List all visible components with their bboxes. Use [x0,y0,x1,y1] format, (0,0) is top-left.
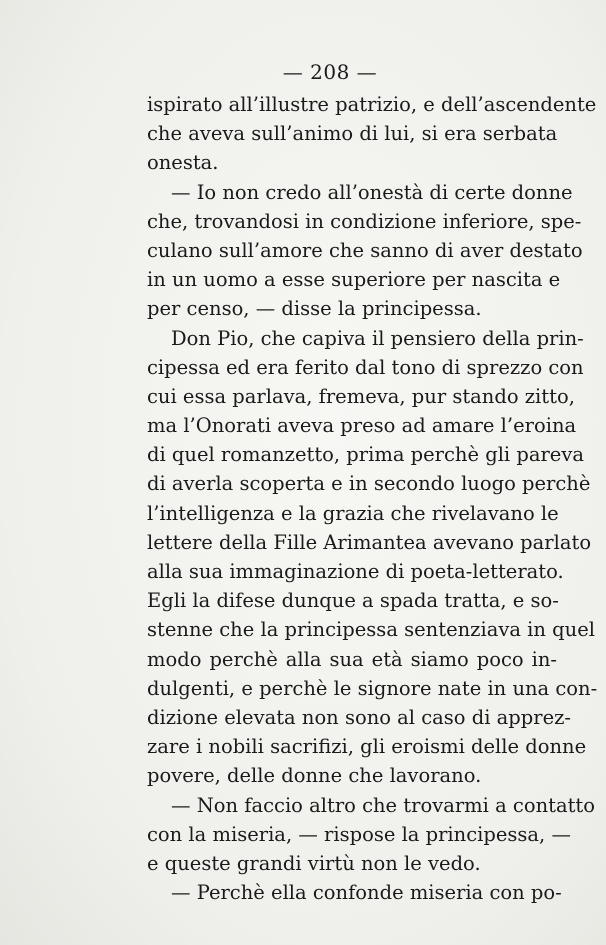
text-line: cipessa ed era ferito dal tono di sprezzo con [147,355,584,379]
text-line: cui essa parlava, fremeva, pur stando zitto, [147,384,575,408]
text-line: Egli la difese dunque a spada tratta, e so- [147,589,559,613]
text-line: che, trovandosi in condizione inferiore, spe- [147,209,582,233]
text-line: l’intelligenza e la grazia che rivelavano le [147,501,559,525]
text-line: modo perchè alla sua età siamo poco in- [147,647,557,671]
text-line: di quel romanzetto, prima perchè gli pareva [147,443,584,467]
text-line: dulgenti, e perchè le signore nate in una con- [147,676,598,700]
text-line: — Non faccio altro che trovarmi a contatto [171,793,596,817]
text-line: dizione elevata non sono al caso di apprez- [147,705,571,729]
text-line: per censo, — disse la principessa. [147,297,482,321]
text-line: alla sua immaginazione di poeta-letterato. [147,560,564,583]
text-line: e queste grandi virtù non le vedo. [147,851,481,875]
body-text [147,90,598,907]
text-line: povere, delle donne che lavorano. [147,764,482,788]
text-line: — Io non credo all’onestà di certe donne [171,180,573,204]
text-line: Don Pio, che capiva il pensiero della prin- [171,326,584,350]
text-line: ma l’Onorati aveva preso ad amare l’eroina [147,414,577,438]
text-line: — Perchè ella confonde miseria con po- [171,881,562,905]
text-line: stenne che la principessa sentenziava in quel [147,618,595,642]
text-line: di averla scoperta e in secondo luogo perchè [147,472,591,496]
page-number: — 208 — [282,60,378,84]
text-line: che aveva sull’animo di lui, si era serbata [147,122,558,146]
text-line: in un uomo a esse superiore per nascita e [147,268,561,292]
text-line: lettere della Fille Arimantea avevano parlato [147,530,592,554]
text-line: ispirato all’illustre patrizio, e dell’ascendente [147,93,597,116]
text-line: zare i nobili sacrifizi, gli eroismi delle donne [147,735,587,759]
text-line: con la miseria, — rispose la principessa, — [147,822,571,846]
text-line: culano sull’amore che sanno di aver destato [147,238,583,262]
text-line: onesta. [147,151,219,175]
